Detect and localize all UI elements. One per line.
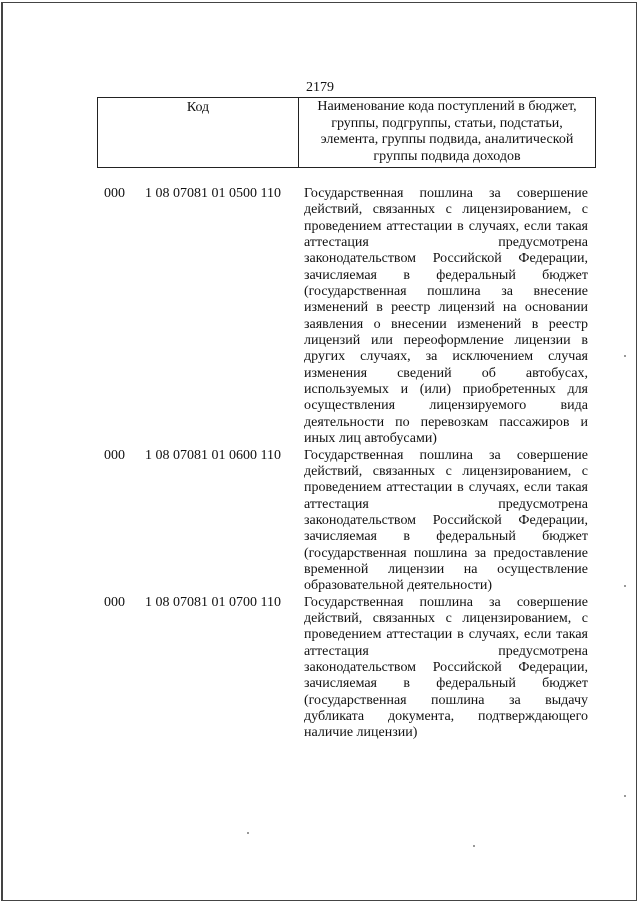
entries-list	[0, 186, 640, 742]
entry-description	[304, 595, 588, 742]
description-line: Государственная пошлина за совершение	[304, 594, 588, 610]
header-table	[97, 97, 596, 168]
description-line: (государственная пошлина за выдачу	[304, 692, 588, 708]
scan-speck	[624, 585, 626, 587]
description-line: наличие лицензии)	[304, 725, 418, 741]
scan-speck	[247, 832, 249, 834]
description-line: Государственная пошлина за совершение	[304, 186, 588, 201]
description-line: (государственная пошлина за предоставление	[304, 545, 588, 561]
description-line: действий, связанных с лицензированием, с	[304, 610, 588, 626]
description-line: используемых и (или) приобретенных для	[304, 382, 588, 398]
page-number: 2179	[306, 80, 334, 95]
entry-income-code: 1 08 07081 01 0600 110	[145, 447, 281, 463]
scan-speck	[624, 795, 626, 797]
description-line: (государственная пошлина за внесение	[304, 284, 588, 300]
description-line: проведением аттестации в случаях, если такая	[304, 627, 588, 643]
description-line: аттестация предусмотрена	[304, 235, 588, 251]
scan-speck	[624, 355, 626, 357]
budget-code-entry	[0, 595, 640, 742]
description-line: заявления о внесении изменений в реестр	[304, 316, 588, 332]
entry-income-code: 1 08 07081 01 0500 110	[145, 186, 281, 201]
description-line: законодательством Российской Федерации,	[304, 251, 588, 267]
description-line: других случаях, за исключением случая	[304, 349, 588, 365]
entry-income-code: 1 08 07081 01 0700 110	[145, 594, 281, 610]
header-name-cell: Наименование кода поступлений в бюджет, группы, подгруппы, статьи, подстатьи, элемента, группы подвида, аналитической группы подвида доходов	[317, 99, 577, 164]
description-line: осуществления лицензируемого вида	[304, 398, 588, 414]
entry-description	[304, 448, 588, 595]
description-line: действий, связанных с лицензированием, с	[304, 202, 588, 218]
description-line: действий, связанных с лицензированием, с	[304, 463, 588, 479]
description-line: изменения сведений об автобусах,	[304, 365, 588, 381]
description-line: проведением аттестации в случаях, если такая	[304, 480, 588, 496]
description-line: законодательством Российской Федерации,	[304, 512, 588, 528]
description-line: проведением аттестации в случаях, если такая	[304, 218, 588, 234]
description-line: дубликата документа, подтверждающего	[304, 709, 588, 724]
entry-admin-code: 000	[104, 186, 125, 201]
header-code-cell: Код	[98, 98, 299, 167]
description-line: аттестация предусмотрена	[304, 643, 588, 659]
description-line: иных лиц автобусами)	[304, 431, 437, 447]
description-line: зачисляемая в федеральный бюджет	[304, 529, 588, 545]
scan-speck	[473, 845, 475, 847]
description-line: образовательной деятельности)	[304, 578, 493, 594]
budget-code-entry	[0, 186, 640, 448]
description-line: законодательством Российской Федерации,	[304, 659, 588, 675]
description-line: зачисляемая в федеральный бюджет	[304, 267, 588, 283]
entry-admin-code: 000	[104, 447, 125, 463]
description-line: временной лицензии на осуществление	[304, 561, 588, 577]
description-line: Государственная пошлина за совершение	[304, 447, 588, 463]
description-line: аттестация предусмотрена	[304, 496, 588, 512]
budget-code-entry	[0, 448, 640, 595]
description-line: лицензий или переоформление лицензии в	[304, 333, 588, 349]
description-line: зачисляемая в федеральный бюджет	[304, 676, 588, 692]
entry-description	[304, 186, 588, 448]
description-line: изменений в реестр лицензий на основании	[304, 300, 588, 316]
entry-admin-code: 000	[104, 594, 125, 610]
description-line: деятельности по перевозкам пассажиров и	[304, 414, 588, 430]
